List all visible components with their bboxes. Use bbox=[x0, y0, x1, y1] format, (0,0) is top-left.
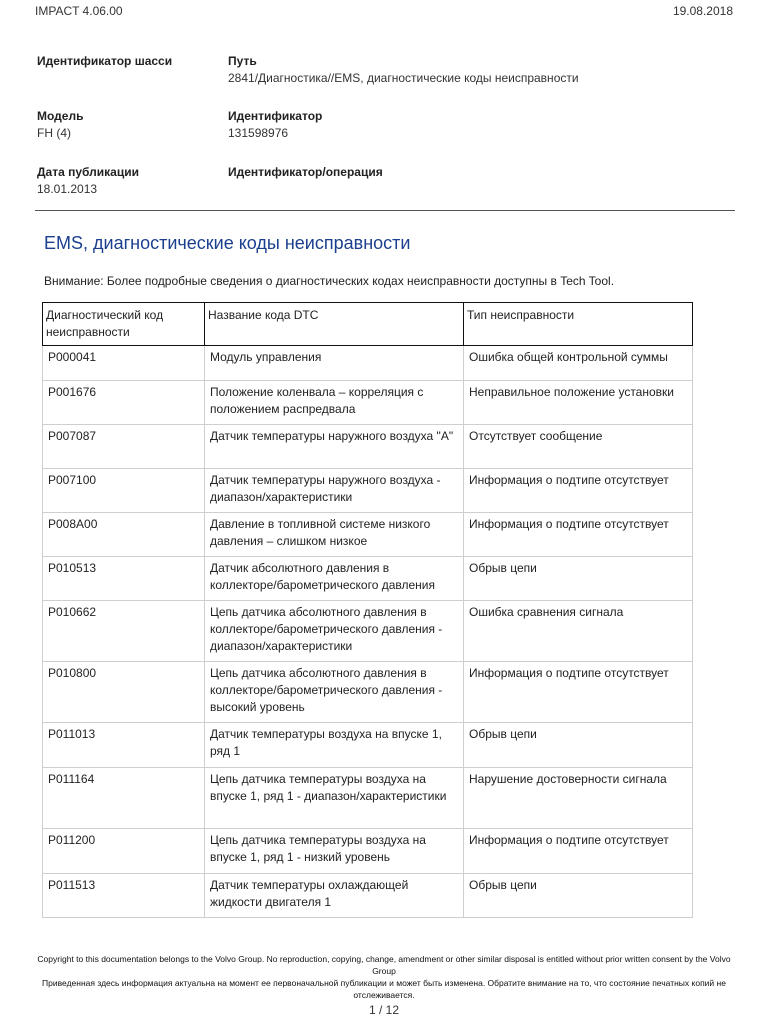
identifier-label: Идентификатор bbox=[228, 109, 323, 123]
dtc-type: Ошибка сравнения сигнала bbox=[464, 601, 693, 662]
publication-date-label: Дата публикации bbox=[37, 165, 139, 179]
dtc-name: Датчик температуры воздуха на впуске 1, ряд 1 bbox=[205, 723, 464, 768]
table-row bbox=[43, 469, 693, 513]
column-header-name: Название кода DTC bbox=[205, 303, 464, 346]
model-label: Модель bbox=[37, 109, 84, 123]
dtc-name: Цепь датчика температуры воздуха на впуске 1, ряд 1 - низкий уровень bbox=[205, 829, 464, 874]
identifier-value: 131598976 bbox=[228, 126, 289, 140]
model-value: FH (4) bbox=[37, 126, 71, 140]
print-date: 19.08.2018 bbox=[672, 4, 733, 18]
document-title: EMS, диагностические коды неисправности bbox=[44, 233, 411, 253]
table-row bbox=[43, 425, 693, 469]
table-row bbox=[43, 723, 693, 768]
table-row bbox=[43, 662, 693, 723]
dtc-name: Датчик температуры охлаждающей жидкости двигателя 1 bbox=[205, 874, 464, 918]
dtc-code: P001676 bbox=[43, 381, 205, 425]
dtc-code: P010662 bbox=[43, 601, 205, 662]
dtc-name: Датчик температуры наружного воздуха - диапазон/характеристики bbox=[205, 469, 464, 513]
dtc-type: Неправильное положение установки bbox=[464, 381, 693, 425]
dtc-code: P011200 bbox=[43, 829, 205, 874]
dtc-name: Модуль управления bbox=[205, 346, 464, 381]
dtc-name: Датчик температуры наружного воздуха "A" bbox=[205, 425, 464, 469]
header-divider bbox=[35, 210, 735, 211]
dtc-type: Нарушение достоверности сигнала bbox=[464, 768, 693, 829]
page-number: 1 / 12 bbox=[368, 1003, 400, 1017]
dtc-code: P011164 bbox=[43, 768, 205, 829]
table-row bbox=[43, 874, 693, 918]
copyright-notice: Copyright to this documentation belongs to the Volvo Group. No reproduction, copying, change, amendment or other similar disposal is entitled without prior written consent by the Volvo Group bbox=[37, 954, 731, 976]
dtc-type: Ошибка общей контрольной суммы bbox=[464, 346, 693, 381]
dtc-name: Цепь датчика абсолютного давления в коллекторе/барометрического давления - высокий уровень bbox=[205, 662, 464, 723]
dtc-type: Обрыв цепи bbox=[464, 874, 693, 918]
dtc-code: P010800 bbox=[43, 662, 205, 723]
table-header-row bbox=[43, 303, 693, 346]
operation-id-label: Идентификатор/операция bbox=[228, 165, 383, 179]
dtc-type: Информация о подтипе отсутствует bbox=[464, 513, 693, 557]
top-bar bbox=[35, 4, 733, 20]
dtc-code: P000041 bbox=[43, 346, 205, 381]
dtc-code: P010513 bbox=[43, 557, 205, 601]
dtc-type: Информация о подтипе отсутствует bbox=[464, 469, 693, 513]
publication-date-value: 18.01.2013 bbox=[37, 182, 98, 196]
dtc-type: Информация о подтипе отсутствует bbox=[464, 662, 693, 723]
notice-text: Внимание: Более подробные сведения о диагностических кодах неисправности доступны в Tech Tool. bbox=[44, 274, 615, 288]
dtc-code: P011513 bbox=[43, 874, 205, 918]
dtc-name: Цепь датчика температуры воздуха на впуске 1, ряд 1 - диапазон/характеристики bbox=[205, 768, 464, 829]
disclaimer-notice: Приведенная здесь информация актуальна на момент ее первоначальной публикации и может быть изменена. Обратите внимание на то, что состояние печатных копий не отслеживается. bbox=[42, 978, 726, 1000]
dtc-type: Информация о подтипе отсутствует bbox=[464, 829, 693, 874]
table-row bbox=[43, 513, 693, 557]
dtc-name: Датчик абсолютного давления в коллекторе/барометрического давления bbox=[205, 557, 464, 601]
chassis-id-label: Идентификатор шасси bbox=[37, 54, 173, 68]
dtc-table bbox=[42, 302, 693, 918]
table-row bbox=[43, 381, 693, 425]
dtc-name: Давление в топливной системе низкого давления – слишком низкое bbox=[205, 513, 464, 557]
dtc-name: Цепь датчика абсолютного давления в коллекторе/барометрического давления - диапазон/характеристики bbox=[205, 601, 464, 662]
dtc-code: P007087 bbox=[43, 425, 205, 469]
dtc-type: Обрыв цепи bbox=[464, 557, 693, 601]
dtc-code: P007100 bbox=[43, 469, 205, 513]
table-row bbox=[43, 768, 693, 829]
app-version: IMPACT 4.06.00 bbox=[35, 4, 123, 18]
table-row bbox=[43, 346, 693, 381]
table-row bbox=[43, 557, 693, 601]
table-row bbox=[43, 829, 693, 874]
footer bbox=[30, 953, 738, 1001]
dtc-type: Обрыв цепи bbox=[464, 723, 693, 768]
dtc-code: P011013 bbox=[43, 723, 205, 768]
path-label: Путь bbox=[228, 54, 257, 68]
table-row bbox=[43, 601, 693, 662]
dtc-name: Положение коленвала – корреляция с положением распредвала bbox=[205, 381, 464, 425]
column-header-code: Диагностический код неисправности bbox=[43, 303, 205, 346]
path-value: 2841/Диагностика//EMS, диагностические коды неисправности bbox=[228, 71, 579, 85]
dtc-type: Отсутствует сообщение bbox=[464, 425, 693, 469]
dtc-code: P008A00 bbox=[43, 513, 205, 557]
column-header-type: Тип неисправности bbox=[464, 303, 693, 346]
